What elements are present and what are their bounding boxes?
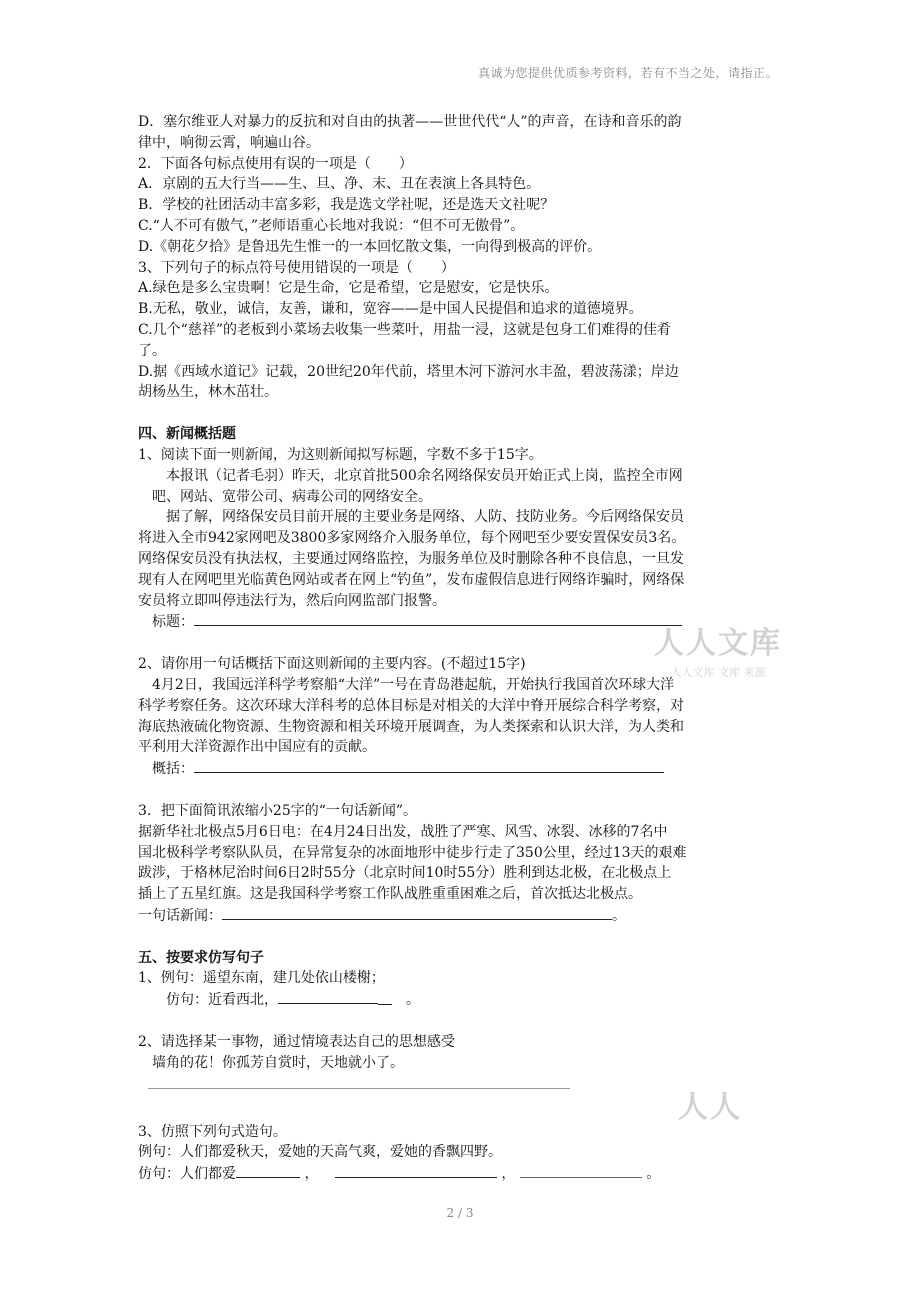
option-b: B．学校的社团活动丰富多彩，我是选文学社呢，还是选天文社呢？ [138,197,555,214]
text-line: 律中，响彻云霄，响遍山谷。 [138,134,320,151]
section-title-5: 五、按要求仿写句子 [138,949,264,966]
text-line: 国北极科学考察队队员，在异常复杂的冰面地形中徒步行走了350公里，经过13天的艰难 [138,844,687,861]
punctuation: ， [304,1166,319,1183]
page-number: 2 / 3 [446,1206,474,1220]
text-line: 插上了五星红旗。这是我国科学考察工作队战胜重重困难之后，首次抵达北极点。 [138,886,642,903]
question-news-2: 2、请你用一句话概括下面这则新闻的主要内容。(不超过15字) [138,656,526,673]
summary-answer-row [138,758,784,780]
answer-label: 标题： [152,614,194,631]
text-line: 将进入全市942家网吧及3800多家网络介入服务单位，每个网吧至少要安置保安员3名。 [138,530,686,547]
imitate-blank-2[interactable] [335,1163,497,1178]
imitate-blank-3[interactable] [520,1163,642,1178]
one-sentence-news-row [138,905,784,927]
title-answer-blank[interactable] [194,611,682,626]
news-paragraph: 本报讯（记者毛羽）昨天，北京首批500余名网络保安员开始正式上岗，监控全市网 [166,467,683,484]
text-line: D．塞尔维亚人对暴力的反抗和对自由的执著——世世代代“人”的声音，在诗和音乐的韵 [138,114,682,130]
question-imitate-3: 3、仿照下列句式造句。 [138,1123,287,1140]
question-2: 2．下面各句标点使用有误的一项是（ ） [138,155,413,172]
option-a: A.绿色是多么宝贵啊！它是生命，它是希望，它是慰安，它是快乐。 [138,280,559,297]
imitate-answer-blank[interactable] [278,989,378,1004]
punctuation: ， [501,1166,516,1183]
example-sentence: 例句：人们都爱秋天，爱她的天高气爽，爱她的香飘四野。 [138,1144,502,1161]
title-answer-row [138,611,784,633]
text-line: 海底热液硫化物资源、生物资源和相关环境开展调查，为人类探索和认识大洋，为人类和 [138,718,684,735]
answer-label: 概括： [152,761,194,778]
text-line: 胡杨丛生，林木茁壮。 [138,384,278,401]
watermark-logo-2: 人人 [678,1090,742,1125]
option-c: C.几个“慈祥”的老板到小菜场去收集一些菜叶，用盐一浸，这就是包身工们难得的佳肴 [138,321,671,338]
news-paragraph: 据了解，网络保安员目前开展的主要业务是网络、人防、技防业务。今后网络保安员 [166,509,684,526]
option-b: B.无私，敬业，诚信，友善，谦和，宽容——是中国人民提倡和追求的道德境界。 [138,301,643,318]
punctuation: 。 [378,990,392,1005]
text-line: 跋涉，于格林尼治时间6日2时55分（北京时间10时55分）胜利到达北极，在北极点上 [138,865,672,882]
one-sentence-news-blank[interactable] [222,905,612,920]
option-a: A．京剧的五大行当——生、旦、净、末、丑在表演上各具特色。 [138,176,541,193]
punctuation: 。 [646,1166,661,1183]
imitate-blank-1[interactable] [236,1163,300,1178]
answer-label: 仿句：近看西北， [166,992,278,1009]
question-3: 3、下列句子的标点符号使用错误的一项是（ ） [138,259,455,276]
option-d: D.据《西域水道记》记载，20世纪20年代前，塔里木河下游河水丰盈，碧波荡漾；岸边 [138,363,679,380]
document-body [138,112,784,1185]
text-line: 网络保安员没有执法权，主要通过网络监控，为服务单位及时删除各种不良信息，一旦发 [138,550,684,567]
example-sentence: 墙角的花！你孤芳自赏时，天地就小了。 [152,1054,404,1071]
text-line: 平利用大洋资源作出中国应有的贡献。 [138,739,376,756]
option-d: D.《朝花夕拾》是鲁迅先生惟一的一本回忆散文集，一向得到极高的评价。 [138,238,602,255]
section-title-4: 四、新闻概括题 [138,426,236,443]
page-header-note: 真诚为您提供优质参考资料，若有不当之处，请指正。 [477,66,778,80]
question-imitate-1: 1、例句：遥望东南，建几处依山楼榭； [138,970,385,987]
imitate-answer-row-3 [138,1163,784,1185]
watermark-text: 人人文库 [654,626,782,661]
text-line: 安员将立即叫停违法行为，然后向网监部门报警。 [138,592,446,609]
text-line: 现有人在网吧里光临黄色网站或者在网上“钓鱼”，发布虚假信息进行网络诈骗时，网络保 [138,571,685,588]
news-paragraph: 据新华社北极点5月6日电：在4月24日出发，战胜了严寒、风雪、冰裂、冰移的7名中 [138,823,668,840]
question-news-1: 1、阅读下面一则新闻，为这则新闻拟写标题，字数不多于15字。 [138,446,543,463]
imitate-answer-row [138,989,784,1011]
text-line: 了。 [138,342,166,359]
text-line: 吧、网站、宽带公司、病毒公司的网络安全。 [152,488,432,505]
option-c: C.“人不可有傲气，”老师语重心长地对我说：“但不可无傲骨”。 [138,217,525,234]
watermark-subtext: 人人文库 文库 来源 [670,666,766,679]
question-news-3: 3．把下面简讯浓缩小25字的“一句话新闻”。 [138,802,418,819]
answer-label: 一句话新闻： [138,907,222,924]
summary-answer-blank[interactable] [194,758,664,773]
answer-label: 仿句：人们都爱 [138,1166,236,1183]
text-line: 科学考察任务。这次环球大洋科考的总体目标是对相关的大洋中脊开展综合科学考察，对 [138,697,684,714]
punctuation: 。 [612,907,626,924]
question-imitate-2: 2、请选择某一事物，通过情境表达自己的思想感受 [138,1034,455,1051]
news-paragraph: 4月2日，我国远洋科学考察船“大洋”一号在青岛港起航，开始执行我国首次环球大洋 [152,676,675,693]
